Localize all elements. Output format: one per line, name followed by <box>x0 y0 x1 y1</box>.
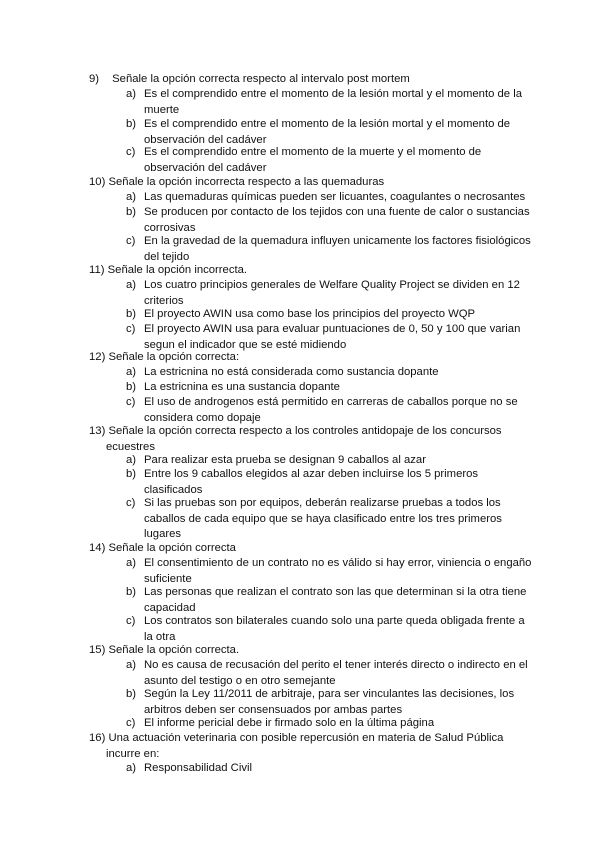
option-letter: c) <box>126 323 136 335</box>
option-10c <box>126 234 536 265</box>
option-13b <box>126 467 536 498</box>
question-15 <box>89 643 539 659</box>
option-text: Es el comprendido entre el momento de la lesión mortal y el momento de la muerte <box>144 88 523 116</box>
question-text: Señale la opción correcta respecto a los controles antidopaje de los concursos <box>108 425 502 437</box>
option-letter: b) <box>126 688 137 700</box>
option-9a <box>126 87 536 118</box>
option-letter: c) <box>126 235 136 247</box>
option-10b <box>126 205 536 236</box>
option-letter: c) <box>126 497 136 509</box>
question-14 <box>89 541 539 557</box>
option-letter: b) <box>126 118 137 130</box>
option-letter: a) <box>126 279 137 291</box>
option-12b <box>126 380 536 396</box>
question-number: 10) <box>89 176 106 188</box>
question-text: Señale la opción correcta. <box>108 644 240 656</box>
option-letter: a) <box>126 454 137 466</box>
option-letter: c) <box>126 146 136 158</box>
option-text: El proyecto AWIN usa como base los principios del proyecto WQP <box>144 308 476 320</box>
question-12 <box>89 350 539 366</box>
option-text: En la gravedad de la quemadura influyen unicamente los factores fisiológicos del tejido <box>144 235 531 263</box>
option-text: Es el comprendido entre el momento de la muerte y el momento de observación del cadáver <box>144 146 482 174</box>
option-letter: b) <box>126 468 137 480</box>
question-11 <box>89 263 539 279</box>
option-15b <box>126 687 536 718</box>
option-letter: a) <box>126 557 137 569</box>
option-text: Según la Ley 11/2011 de arbitraje, para ser vinculantes las decisiones, los arbitros deben ser consensuados por ambas partes <box>144 688 515 716</box>
question-text: Señale la opción incorrecta. <box>107 264 248 276</box>
option-14a <box>126 556 536 587</box>
option-10a <box>126 190 536 206</box>
option-letter: a) <box>126 366 137 378</box>
question-number: 13) <box>89 425 106 437</box>
option-text: Si las pruebas son por equipos, deberán realizarse pruebas a todos los caballos de cada equipo que se haya clasificado entre los tres primeros lugares <box>144 497 502 540</box>
option-12a <box>126 365 536 381</box>
option-letter: c) <box>126 717 136 729</box>
question-text: Señale la opción correcta respecto al intervalo post mortem <box>112 73 410 85</box>
option-text: El proyecto AWIN usa para evaluar puntuaciones de 0, 50 y 100 que varian segun el indicador que se esté midiendo <box>144 323 521 351</box>
question-number: 12) <box>89 351 106 363</box>
option-text: Se producen por contacto de los tejidos con una fuente de calor o sustancias corrosivas <box>144 206 530 234</box>
option-text: El informe pericial debe ir firmado solo en la última página <box>144 717 435 729</box>
option-11b <box>126 307 536 323</box>
option-letter: b) <box>126 206 137 218</box>
question-16 <box>89 731 539 762</box>
option-text: No es causa de recusación del perito el tener interés directo o indirecto en el asunto del testigo o en otro semejante <box>144 659 528 687</box>
question-number: 11) <box>89 264 105 276</box>
option-15c <box>126 716 536 732</box>
option-9b <box>126 117 536 148</box>
option-letter: a) <box>126 762 137 774</box>
option-text: La estricnina no está considerada como sustancia dopante <box>144 366 439 378</box>
option-text: Los contratos son bilaterales cuando solo una parte queda obligada frente a la otra <box>144 615 525 643</box>
option-letter: a) <box>126 191 137 203</box>
option-9c <box>126 145 536 176</box>
question-text: Señale la opción incorrecta respecto a las quemaduras <box>108 176 385 188</box>
question-number: 15) <box>89 644 106 656</box>
option-text: Entre los 9 caballos elegidos al azar deben incluirse los 5 primeros clasificados <box>144 468 479 496</box>
option-text: Las personas que realizan el contrato son las que determinan si la otra tiene capacidad <box>144 586 527 614</box>
option-16a <box>126 761 536 777</box>
question-text: Señale la opción correcta <box>108 542 236 554</box>
option-letter: b) <box>126 381 137 393</box>
option-11c <box>126 322 536 353</box>
option-text: La estricnina es una sustancia dopante <box>144 381 340 393</box>
option-text: Para realizar esta prueba se designan 9 caballos al azar <box>144 454 426 466</box>
question-text-continued: ecuestres <box>106 440 155 453</box>
question-10 <box>89 175 539 191</box>
option-letter: a) <box>126 88 137 100</box>
option-text: El consentimiento de un contrato no es válido si hay error, viniencia o engaño suficiente <box>144 557 532 585</box>
question-13 <box>89 424 539 455</box>
question-number: 16) <box>89 732 106 744</box>
option-11a <box>126 278 536 309</box>
option-12c <box>126 395 536 426</box>
option-text: Los cuatro principios generales de Welfare Quality Project se dividen en 12 criterios <box>144 279 520 307</box>
option-text: Las quemaduras químicas pueden ser licuantes, coagulantes o necrosantes <box>144 191 526 203</box>
option-letter: b) <box>126 586 137 598</box>
option-letter: c) <box>126 615 136 627</box>
option-text: Es el comprendido entre el momento de la lesión mortal y el momento de observación del cadáver <box>144 118 511 146</box>
option-13c <box>126 496 536 543</box>
question-number: 9) <box>89 73 100 85</box>
option-15a <box>126 658 536 689</box>
question-text: Señale la opción correcta: <box>108 351 240 363</box>
option-letter: c) <box>126 396 136 408</box>
option-14c <box>126 614 536 645</box>
option-letter: b) <box>126 308 137 320</box>
option-letter: a) <box>126 659 137 671</box>
question-text-continued: incurre en: <box>106 747 160 760</box>
option-14b <box>126 585 536 616</box>
question-text: Una actuación veterinaria con posible repercusión en materia de Salud Pública <box>108 732 504 744</box>
question-number: 14) <box>89 542 106 554</box>
question-9 <box>89 72 539 88</box>
option-text: El uso de androgenos está permitido en carreras de caballos porque no se considera como dopaje <box>144 396 518 424</box>
option-text: Responsabilidad Civil <box>144 762 253 774</box>
